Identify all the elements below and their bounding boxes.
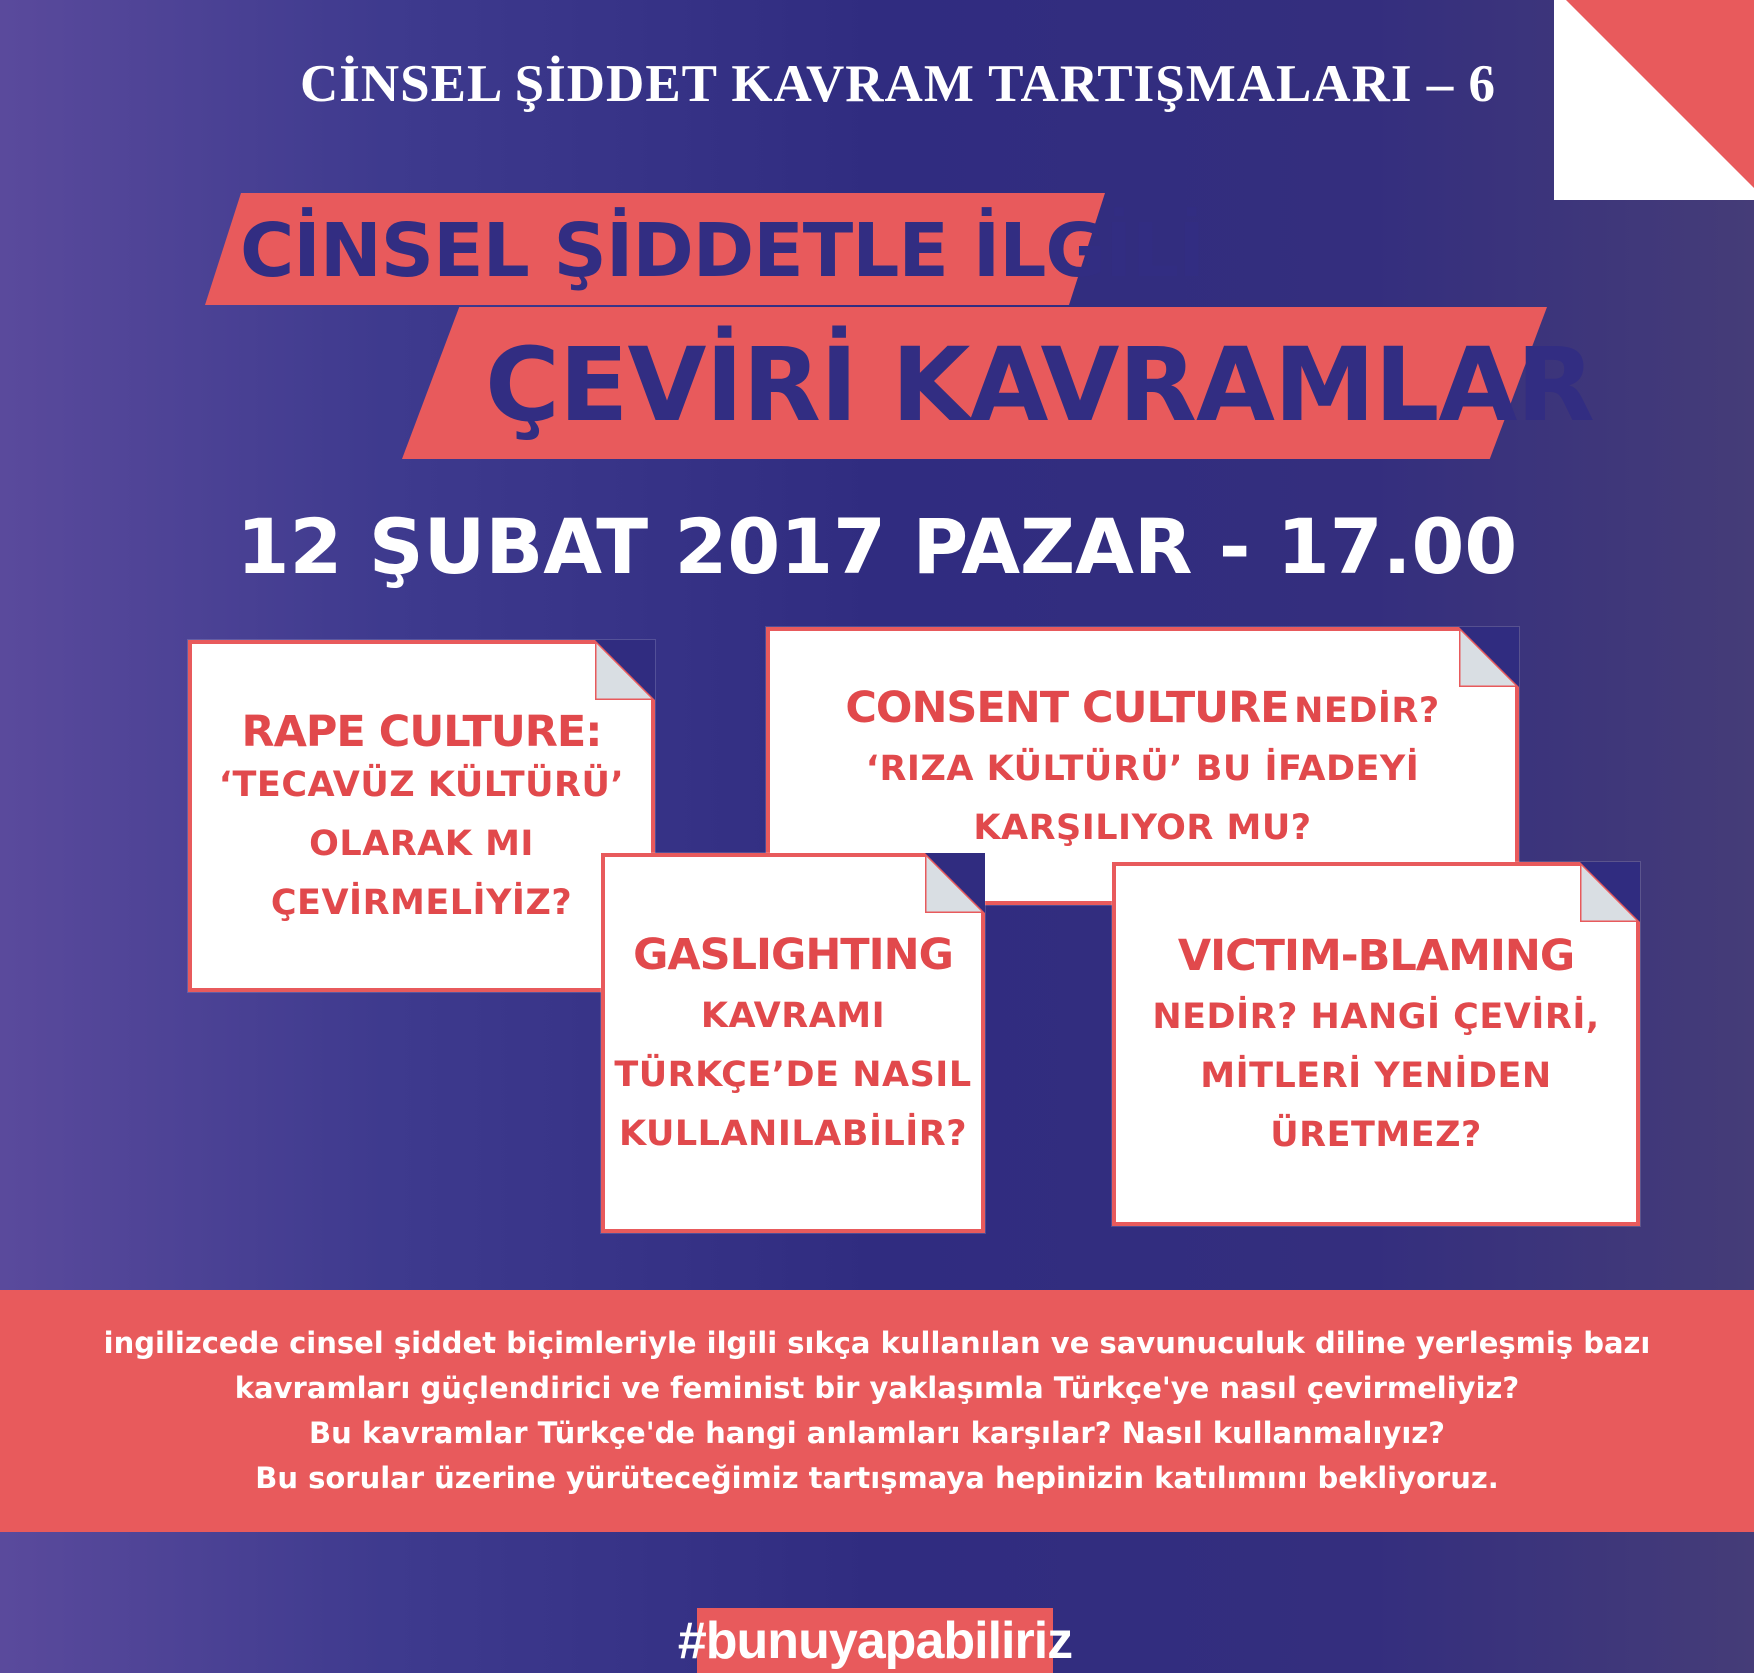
event-date: 12 ŞUBAT 2017 PAZAR - 17.00 xyxy=(236,502,1518,591)
hashtag-text: #bunuyapabiliriz xyxy=(677,1611,1073,1670)
card-line: TÜRKÇE’DE NASIL xyxy=(614,1055,972,1095)
card-line: KULLANILABİLİR? xyxy=(618,1114,968,1154)
corner-fold-graphic xyxy=(1554,0,1754,200)
description-strip xyxy=(0,1290,1754,1532)
card-line: KAVRAMI xyxy=(700,996,886,1036)
card-line: KARŞILIYOR MU? xyxy=(973,807,1312,848)
card-rape-culture xyxy=(188,640,655,992)
card-line: ÜRETMEZ? xyxy=(1270,1115,1482,1155)
page-fold-icon xyxy=(1580,862,1640,922)
card-victim-blaming xyxy=(1112,862,1640,1226)
card-line: OLARAK MI xyxy=(309,824,534,864)
series-title: CİNSEL ŞİDDET KAVRAM TARTIŞMALARI – 6 xyxy=(300,55,1497,113)
page-fold-icon xyxy=(1459,627,1519,687)
hashtag-badge xyxy=(677,1608,1073,1673)
card-gaslighting xyxy=(601,853,985,1233)
card-heading: CONSENT CULTURE xyxy=(845,682,1289,733)
description-line: ingilizcede cinsel şiddet biçimleriyle ilgili sıkça kullanılan ve savunuculuk diline yerleşmiş bazı xyxy=(103,1326,1651,1360)
page-fold-icon xyxy=(595,640,655,700)
card-line: NEDİR? HANGİ ÇEVİRİ, xyxy=(1152,997,1600,1037)
title-line-2: ÇEVİRİ KAVRAMLAR xyxy=(485,326,1594,445)
card-heading: VICTIM-BLAMING xyxy=(1177,931,1575,981)
card-line: ‘TECAVÜZ KÜLTÜRÜ’ xyxy=(218,765,625,805)
description-line: Bu kavramlar Türkçe'de hangi anlamları karşılar? Nasıl kullanmalıyız? xyxy=(309,1416,1445,1450)
card-line: MİTLERİ YENİDEN xyxy=(1200,1056,1552,1096)
card-heading: GASLIGHTING xyxy=(633,930,953,980)
description-line: kavramları güçlendirici ve feminist bir yaklaşımla Türkçe'ye nasıl çevirmeliyiz? xyxy=(234,1371,1520,1405)
description-line: Bu sorular üzerine yürüteceğimiz tartışmaya hepinizin katılımını bekliyoruz. xyxy=(255,1461,1499,1495)
card-heading-suffix: NEDİR? xyxy=(1294,690,1440,731)
card-heading: RAPE CULTURE: xyxy=(241,707,602,757)
title-line-1: CİNSEL ŞİDDETLE İLGİLİ xyxy=(240,208,1205,294)
page-fold-icon xyxy=(925,853,985,913)
card-line: ÇEVİRMELİYİZ? xyxy=(270,883,573,923)
card-line: ‘RIZA KÜLTÜRÜ’ BU İFADEYİ xyxy=(865,748,1420,789)
